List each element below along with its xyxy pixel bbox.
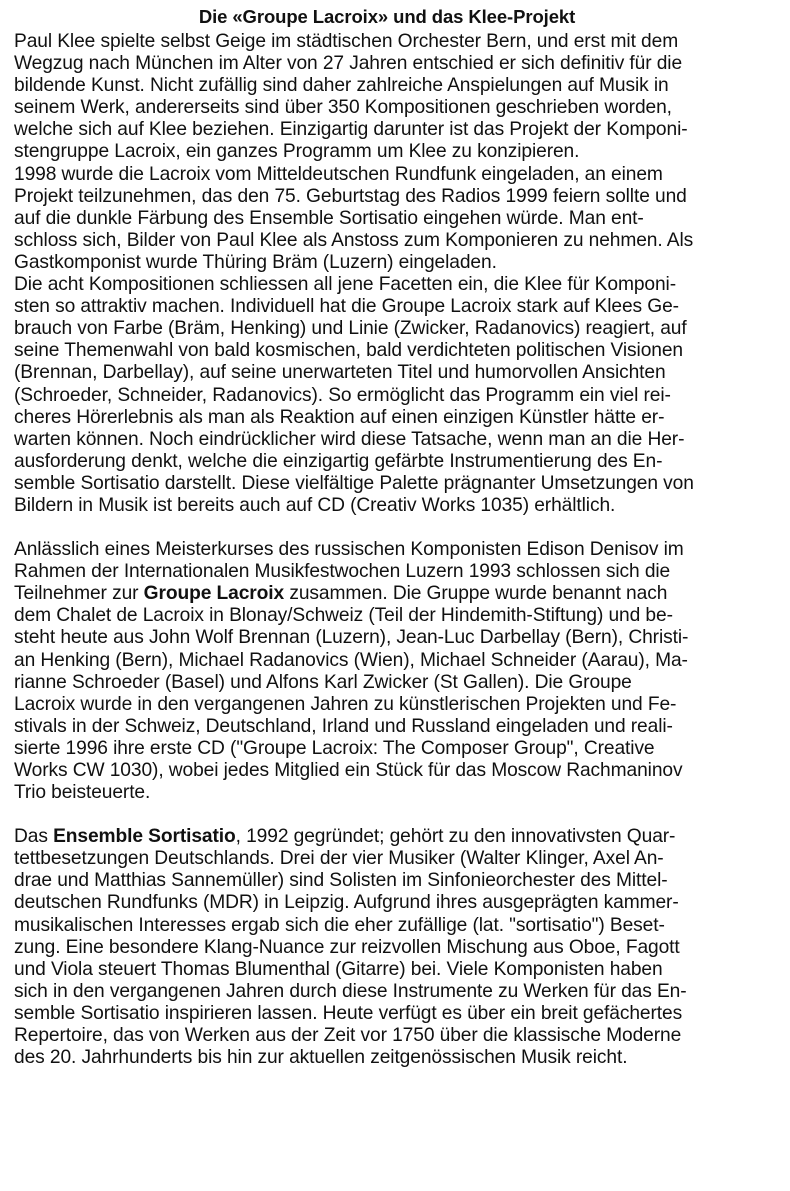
text-line: Paul Klee spielte selbst Geige im städtischen Orchester Bern, und erst mit dem [14, 31, 679, 52]
text-line: des 20. Jahrhunderts bis hin zur aktuellen zeitgenössischen Musik reicht. [14, 1047, 628, 1069]
text-line: zung. Eine besondere Klang-Nuance zur reizvollen Mischung aus Oboe, Fagott [14, 936, 680, 958]
text-line: Works CW 1030), wobei jedes Mitglied ein Stück für das Moscow Rachmaninov [14, 760, 683, 781]
text-line: rianne Schroeder (Basel) und Alfons Karl Zwicker (St Gallen). Die Groupe [14, 671, 632, 693]
text-line: Gastkomponist wurde Thüring Bräm (Luzern) eingeladen. [14, 251, 497, 273]
text-line: ausforderung denkt, welche die einzigartig gefärbte Instrumentierung des En- [14, 450, 663, 472]
text-line: Projekt teilzunehmen, das den 75. Geburtstag des Radios 1999 feiern sollte und [14, 185, 687, 207]
paragraph-gap [14, 804, 780, 826]
text-run: zusammen. Die Gruppe wurde benannt nach [284, 583, 668, 605]
text-run: Teilnehmer zur [14, 583, 144, 605]
bold-term-groupe-lacroix: Groupe Lacroix [143, 583, 285, 605]
text-line: musikalischen Interesses ergab sich die eher zufällige (lat. "sortisatio") Beset- [14, 914, 665, 936]
text-line: stengruppe Lacroix, ein ganzes Programm um Klee zu konzipieren. [14, 141, 580, 163]
text-line: an Henking (Bern), Michael Radanovics (Wien), Michael Schneider (Aarau), Ma- [14, 649, 688, 671]
text-line: Wegzug nach München im Alter von 27 Jahren entschied er sich definitiv für die [14, 53, 683, 75]
page-title: Die «Groupe Lacroix» und das Klee-Projekt [198, 6, 576, 27]
text-line: Trio beisteuerte. [14, 782, 151, 804]
text-line: sich in den vergangenen Jahren durch diese Instrumente zu Werken für das En- [14, 980, 687, 1002]
text-line: und Viola steuert Thomas Blumenthal (Gitarre) bei. Viele Komponisten haben [14, 958, 663, 980]
text-line: steht heute aus John Wolf Brennan (Luzern), Jean-Luc Darbellay (Bern), Christi- [14, 627, 689, 649]
text-run: Das [14, 826, 54, 848]
text-line: Repertoire, das von Werken aus der Zeit vor 1750 über die klassische Moderne [14, 1025, 682, 1047]
text-line: seinem Werk, andererseits sind über 350 Kompositionen geschrieben worden, [14, 97, 672, 119]
bold-term-ensemble-sortisatio: Ensemble Sortisatio [53, 826, 236, 848]
text-line-with-bold [14, 826, 780, 848]
text-line: Die acht Kompositionen schliessen all jene Facetten ein, die Klee für Komponi- [14, 274, 677, 296]
text-line: semble Sortisatio inspirieren lassen. Heute verfügt es über ein breit gefächertes [14, 1002, 683, 1024]
text-line: sten so attraktiv machen. Individuell hat die Groupe Lacroix stark auf Klees Ge- [14, 296, 679, 318]
text-line: sierte 1996 ihre erste CD ("Groupe Lacroix: The Composer Group", Creative [14, 737, 655, 759]
text-line: brauch von Farbe (Bräm, Henking) und Linie (Zwicker, Radanovics) reagiert, auf [14, 318, 687, 340]
paragraph-ensemble-sortisatio [14, 826, 780, 1069]
text-line: welche sich auf Klee beziehen. Einzigartig darunter ist das Projekt der Komponi- [14, 119, 688, 141]
text-line: schloss sich, Bilder von Paul Klee als Anstoss zum Komponieren zu nehmen. Als [14, 229, 694, 251]
text-line: auf die dunkle Färbung des Ensemble Sortisatio eingehen würde. Man ent- [14, 207, 644, 229]
text-line: Bildern in Musik ist bereits auch auf CD (Creativ Works 1035) erhältlich. [14, 494, 616, 516]
text-line: Rahmen der Internationalen Musikfestwochen Luzern 1993 schlossen sich die [14, 561, 671, 583]
text-line: 1998 wurde die Lacroix vom Mitteldeutschen Rundfunk eingeladen, an einem [14, 163, 663, 185]
text-line: Anlässlich eines Meisterkurses des russischen Komponisten Edison Denisov im [14, 539, 684, 561]
text-line: Lacroix wurde in den vergangenen Jahren zu künstlerischen Projekten und Fe- [14, 693, 677, 715]
text-line: dem Chalet de Lacroix in Blonay/Schweiz (Teil der Hindemith-Stiftung) und be- [14, 605, 673, 627]
text-line: (Schroeder, Schneider, Radanovics). So ermöglicht das Programm ein viel rei- [14, 384, 671, 406]
text-line: (Brennan, Darbellay), auf seine unerwarteten Titel und humorvollen Ansichten [14, 362, 666, 384]
paragraph-klee-projekt [14, 31, 780, 517]
text-line: seine Themenwahl von bald kosmischen, bald verdichteten politischen Visionen [14, 340, 683, 362]
text-line: semble Sortisatio darstellt. Diese vielfältige Palette prägnanter Umsetzungen von [14, 472, 694, 494]
text-line: stivals in der Schweiz, Deutschland, Irland und Russland eingeladen und reali- [14, 715, 673, 737]
text-line: cheres Hörerlebnis als man als Reaktion auf einen einzigen Künstler hätte er- [14, 406, 665, 428]
text-line-with-bold [14, 583, 780, 605]
text-line: tettbesetzungen Deutschlands. Drei der vier Musiker (Walter Klinger, Axel An- [14, 848, 664, 870]
paragraph-gap [14, 517, 780, 539]
text-run: , 1992 gegründet; gehört zu den innovativsten Quar- [235, 826, 676, 848]
text-line: deutschen Rundfunks (MDR) in Leipzig. Aufgrund ihres ausgeprägten kammer- [14, 892, 679, 914]
text-line: drae und Matthias Sannemüller) sind Solisten im Sinfonieorchester des Mittel- [14, 870, 668, 892]
paragraph-groupe-lacroix [14, 539, 780, 804]
text-line: warten können. Noch eindrücklicher wird diese Tatsache, wenn man an die Her- [14, 428, 685, 450]
text-line: bildende Kunst. Nicht zufällig sind daher zahlreiche Anspielungen auf Musik in [14, 75, 669, 97]
